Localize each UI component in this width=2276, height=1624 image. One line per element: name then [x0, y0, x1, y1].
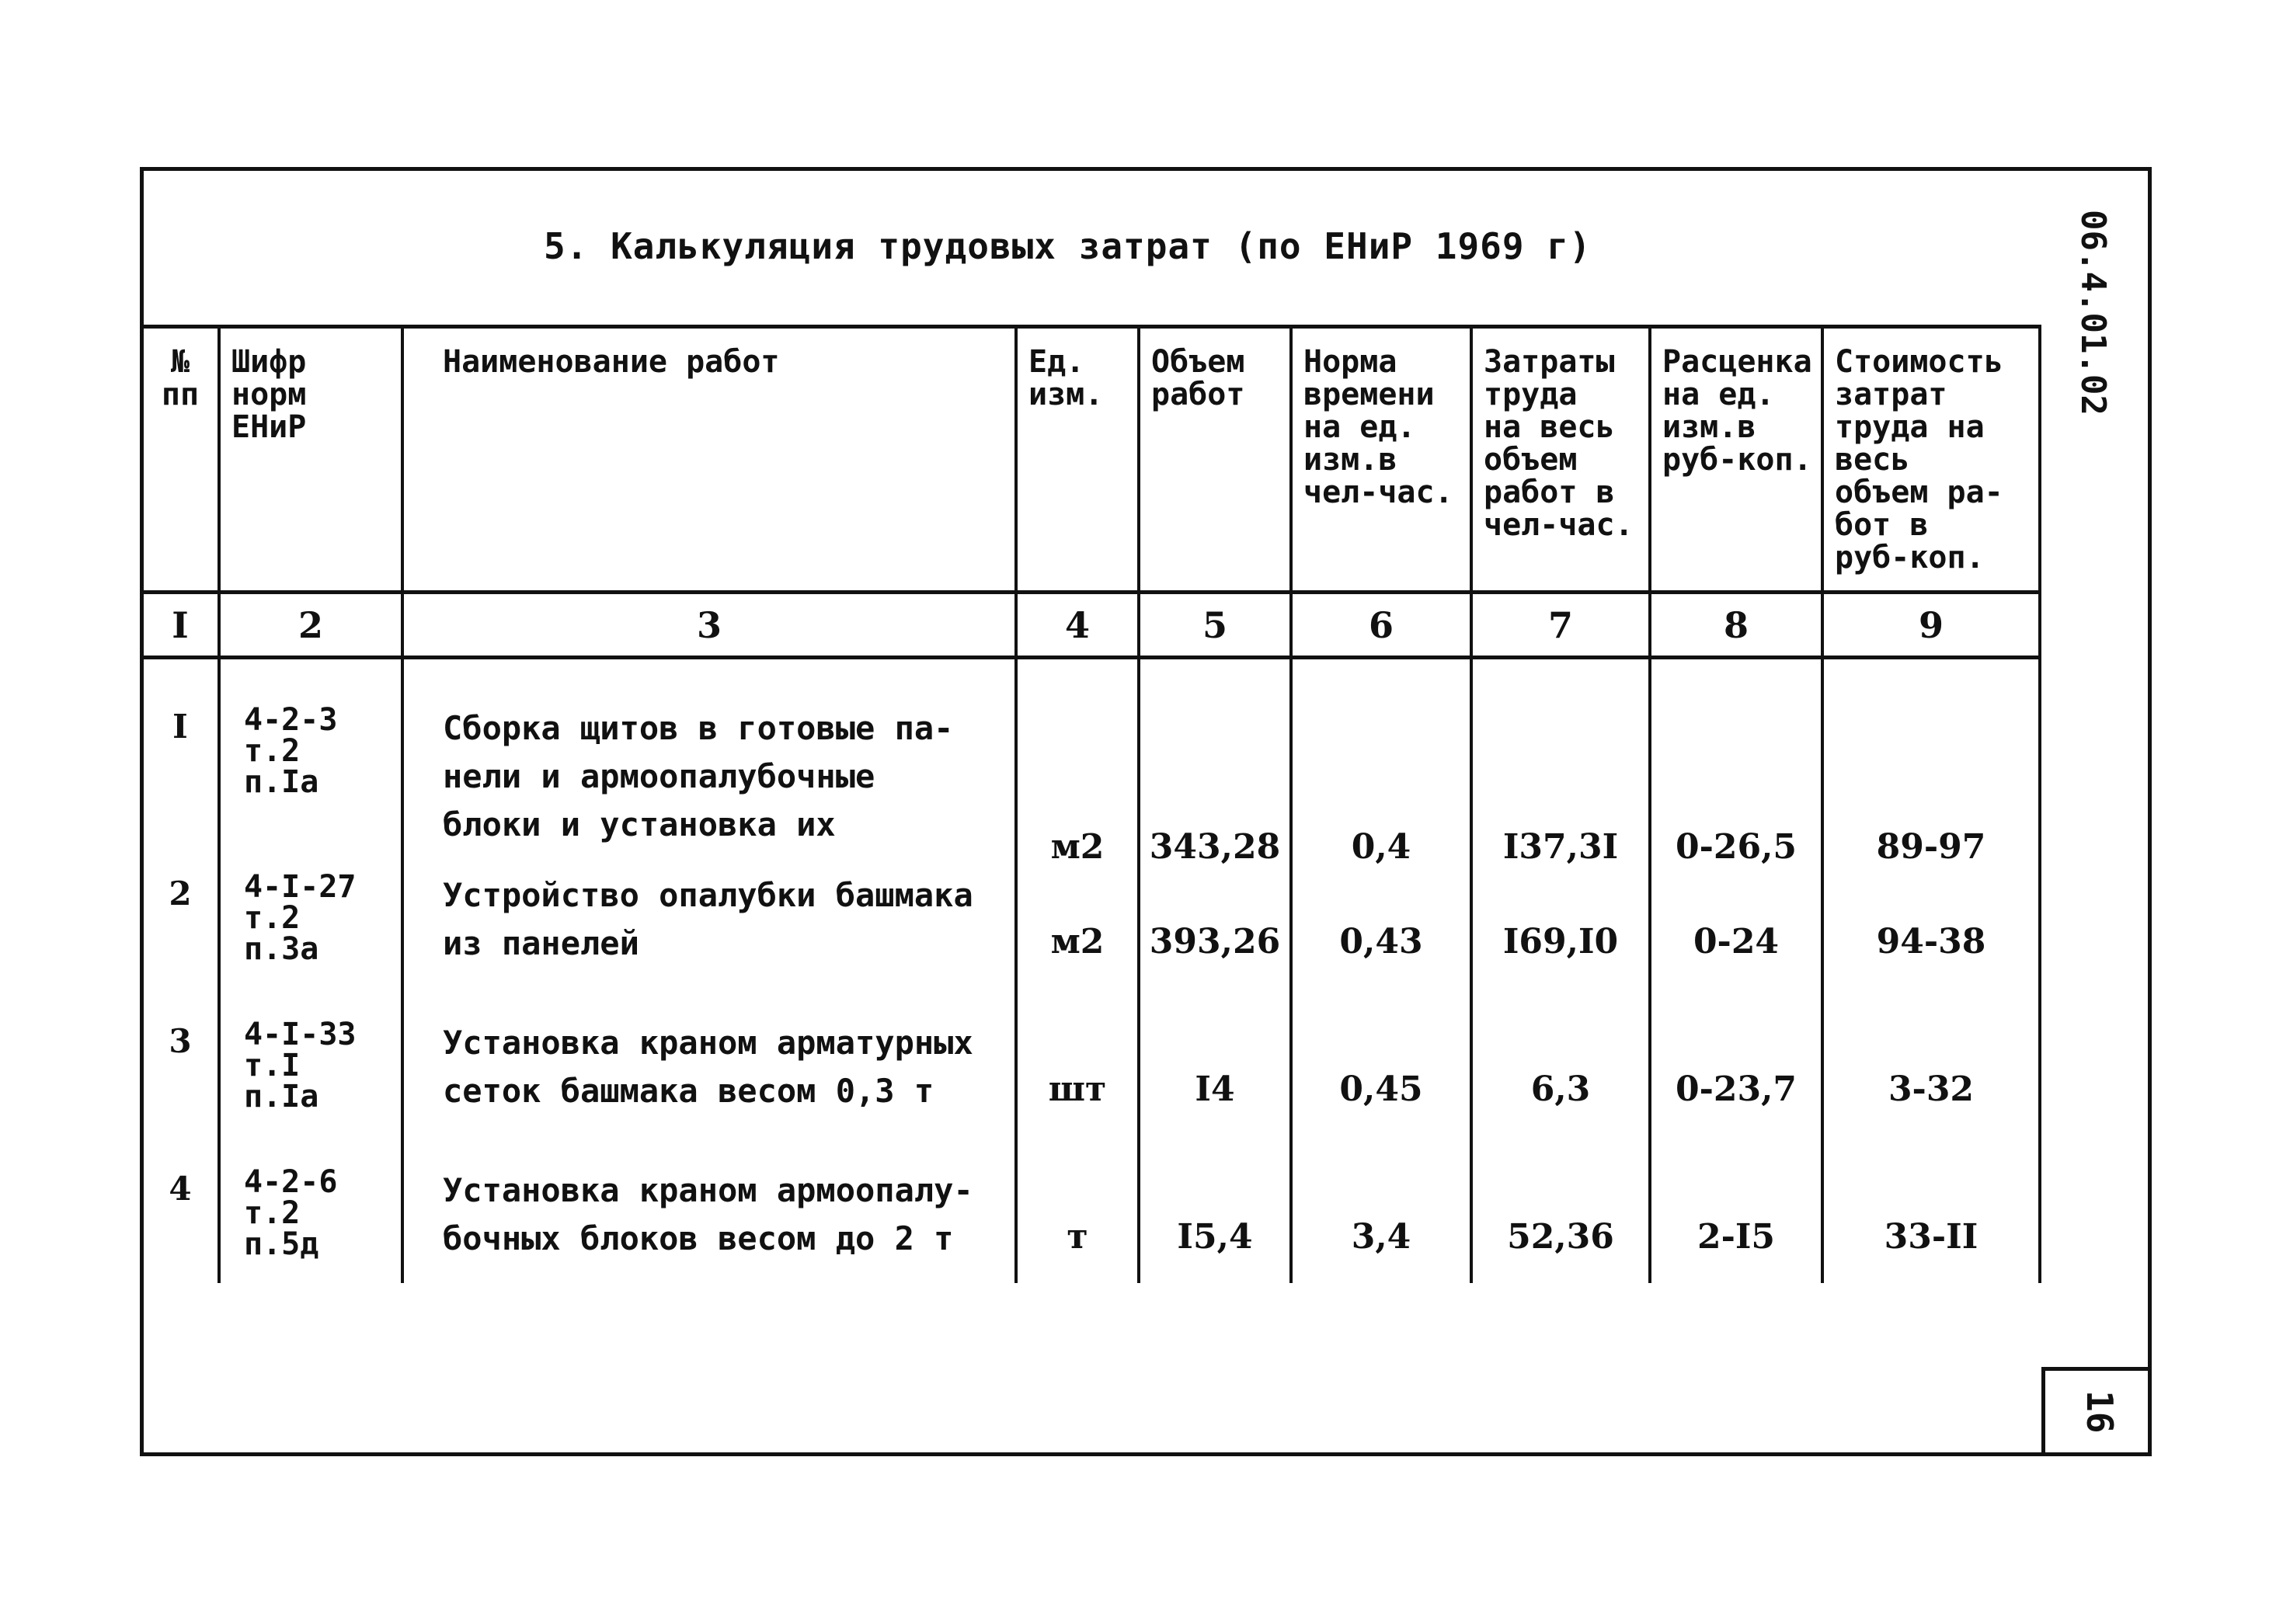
header-cell: Шифр норм ЕНиР: [219, 327, 402, 593]
column-number-row: [141, 593, 2040, 658]
document-code: 06.4.01.02: [2073, 210, 2113, 416]
rate: 2-I5: [1650, 1167, 1822, 1283]
volume: 343,28: [1139, 704, 1291, 871]
column-number: 9: [1822, 593, 2040, 658]
cipher-line: п.Iа: [244, 1078, 319, 1115]
cipher-line: п.Iа: [244, 763, 319, 800]
labor-total: 6,3: [1471, 1019, 1650, 1167]
volume: 393,26: [1139, 871, 1291, 1019]
labor-total: 52,36: [1471, 1167, 1650, 1283]
time-norm: 0,43: [1291, 871, 1471, 1019]
cipher-line: 4-I-33: [244, 1016, 357, 1052]
volume: I4: [1139, 1019, 1291, 1167]
table-row: [141, 1167, 2040, 1283]
time-norm: 0,4: [1291, 704, 1471, 871]
header-cell: Расценка на ед. изм.в руб-коп.: [1650, 327, 1822, 593]
time-norm: 3,4: [1291, 1167, 1471, 1283]
header-cell: Затраты труда на весь объем работ в чел-час.: [1471, 327, 1650, 593]
column-number: 4: [1016, 593, 1139, 658]
work-name: Установка краном армоопалу- бочных блоков весом до 2 т: [402, 1167, 1016, 1283]
table-row: [141, 1019, 2040, 1167]
cost: 33-II: [1822, 1167, 2040, 1283]
cipher-line: т.2: [244, 899, 301, 936]
row-number: 2: [141, 871, 219, 1019]
column-number: 8: [1650, 593, 1822, 658]
unit: шт: [1016, 1019, 1139, 1167]
row-number: 4: [141, 1167, 219, 1283]
norm-cipher: [219, 868, 402, 1019]
norm-cipher: [219, 1016, 402, 1167]
work-name: Установка краном арматурных сеток башмака весом 0,3 т: [402, 1019, 1016, 1167]
norm-cipher: [219, 701, 402, 871]
row-number: 3: [141, 1019, 219, 1167]
column-number: I: [141, 593, 219, 658]
header-cell: Ед. изм.: [1016, 327, 1139, 593]
column-number: 7: [1471, 593, 1650, 658]
header-cell: Стоимость затрат труда на весь объем ра- бот в руб-коп.: [1822, 327, 2040, 593]
cipher-line: 4-2-6: [244, 1163, 338, 1200]
spacer-row: [141, 658, 2040, 704]
header-row: [141, 327, 2040, 593]
cost: 3-32: [1822, 1019, 2040, 1167]
header-cell: Наименование работ: [402, 327, 1016, 593]
unit: м2: [1016, 704, 1139, 871]
labor-calculation-table: [140, 325, 2041, 1283]
rate: 0-26,5: [1650, 704, 1822, 871]
row-number: I: [141, 704, 219, 871]
cost: 94-38: [1822, 871, 2040, 1019]
column-number: 3: [402, 593, 1016, 658]
cost: 89-97: [1822, 704, 2040, 871]
column-number: 6: [1291, 593, 1471, 658]
rate: 0-24: [1650, 871, 1822, 1019]
norm-cipher: [219, 1163, 402, 1283]
cipher-line: т.2: [244, 1195, 301, 1231]
table-row: [141, 704, 2040, 871]
page-title: 5. Калькуляция трудовых затрат (по ЕНиР 1969 г): [544, 225, 1592, 267]
labor-total: I69,I0: [1471, 871, 1650, 1019]
work-name: Сборка щитов в готовые па- нели и армоопалубочные блоки и установка их: [402, 704, 1016, 871]
cipher-line: 4-2-3: [244, 701, 338, 738]
page-number: 16: [2079, 1390, 2121, 1434]
volume: I5,4: [1139, 1167, 1291, 1283]
work-name: Устройство опалубки башмака из панелей: [402, 871, 1016, 1019]
column-number: 2: [219, 593, 402, 658]
header-cell: Объем работ: [1139, 327, 1291, 593]
cipher-line: т.I: [244, 1047, 301, 1083]
cipher-line: 4-I-27: [244, 868, 357, 905]
unit: т: [1016, 1167, 1139, 1283]
cipher-line: п.5д: [244, 1226, 319, 1262]
header-cell: Норма времени на ед. изм.в чел-час.: [1291, 327, 1471, 593]
time-norm: 0,45: [1291, 1019, 1471, 1167]
cipher-line: т.2: [244, 732, 301, 769]
rate: 0-23,7: [1650, 1019, 1822, 1167]
header-cell: № пп: [141, 327, 219, 593]
unit: м2: [1016, 871, 1139, 1019]
column-number: 5: [1139, 593, 1291, 658]
labor-total: I37,3I: [1471, 704, 1650, 871]
table-row: [141, 871, 2040, 1019]
cipher-line: п.3а: [244, 930, 319, 967]
